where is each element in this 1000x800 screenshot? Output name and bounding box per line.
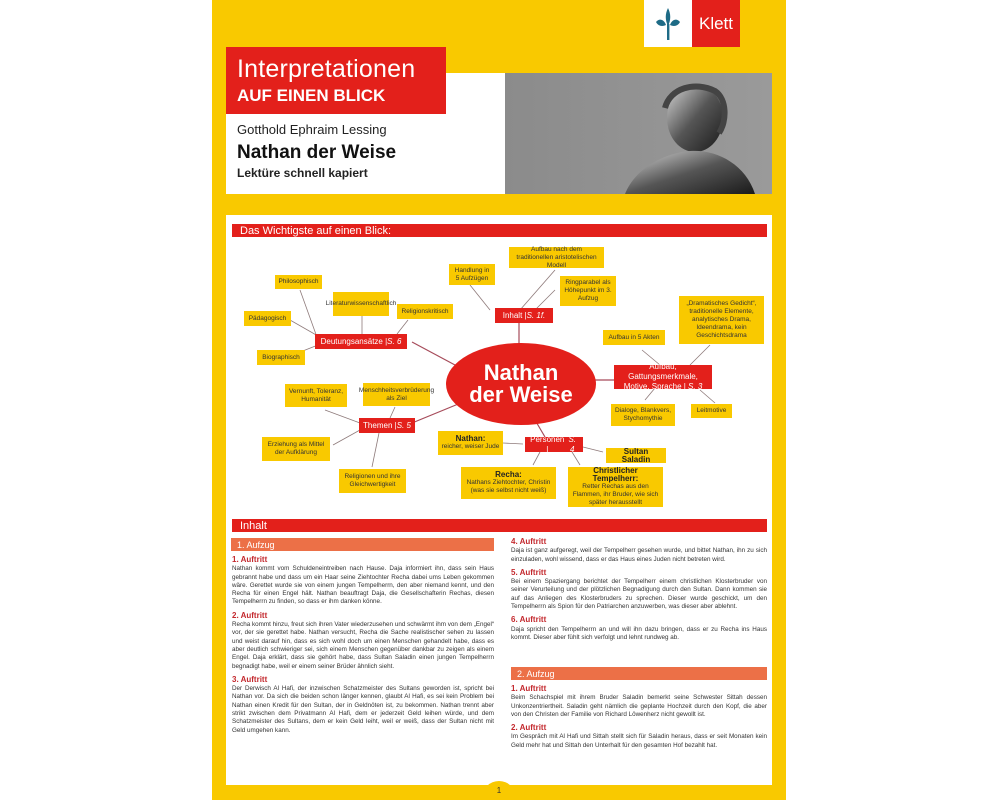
inhalt-right-column-2 [511,680,767,750]
inhalt-right-column [511,536,767,642]
auftritt-text: Recha kommt hinzu, freut sich ihren Vater wiederzusehen und schwärmt ihm von dem „Engel“ vor, der sie gerettet habe. Nathan versucht, Recha die Sache realistischer sehen zu lassen und weist darauf hin, dass es sich wohl doch um einen Menschen gehandelt habe, dass es aber deutlich schwieriger sei, sich einem Menschen gegenüber dankbar zu zeigen als einem Engel. Daja erklärt, dass sie gehört habe, dass Sultan Saladin einen jungen Tempelherrn begnadigt habe, weil er einem seiner Brüder ähnlich sieht. [232,621,494,670]
node-akten: Aufbau in 5 Akten [603,330,665,345]
series-title: Interpretationen [237,55,416,83]
auftritt-text: Bei einem Spaziergang berichtet der Tempelherr einem christlichen Klosterbruder von seiner Verurteilung und der plötzlichen Begnadigung durch den Sultan. Dann kommen sie auf das Anliegen des Klosterbruders zu sprechen. Dieser wurde geschickt, um den Tempelherrn als Spion für den Patriarchen anzuwerben, was dieser aber ablehnt. [511,578,767,611]
node-biographisch: Biographisch [257,350,305,365]
page-number: 1 [482,781,516,800]
node-dramatisches-gedicht: „Dramatisches Gedicht“, traditionelle Elemente, analytisches Drama, Ideendrama, kein Geschichtsdrama [679,296,764,344]
node-saladin: Sultan Saladin [606,448,666,463]
node-recha: Recha: Nathans Ziehtochter, Christin (was sie selbst nicht weiß) [461,467,556,499]
auftritt-text: Im Gespräch mit Al Hafi und Sittah stellt sich für Saladin heraus, dass er seit Monaten kein Geld mehr hat und Sittah den Unterhalt für den gesamten Hof bezahlt hat. [511,733,767,749]
hub-themen: Themen | S. 5 [359,418,415,433]
auftritt-title: 2. Auftritt [232,610,268,620]
auftritt-title: 5. Auftritt [511,567,547,577]
auftritt-text: Daja spricht den Tempelherrn an und will ihn dazu bringen, dass er zu Recha ins Haus kommt. Dieser aber fühlt sich verfolgt und lehnt rundweg ab. [511,625,767,641]
node-paedagogisch: Pädagogisch [244,311,291,326]
auftritt-text: Der Derwisch Al Hafi, der inzwischen Schatzmeister des Sultans geworden ist, spricht bei Nathan vor. Da sich die beiden schon länger kennen, glaubt Al Hafi, es sei kein Problem bei Nathan einen Kredit für den Sultan, der in Geldnöten ist, zu bekommen. Nathan trennt aber strikt zwischen dem Privatmann Al Hafi, dem er jederzeit Geld leihen würde, und dem Schatzmeister des Sultans, dem er kein Geld leiht, weil er weiß, dass der Sultan nicht mit Geld umgehen kann. [232,685,494,734]
auftritt-title: 1. Auftritt [232,555,268,564]
auftritt-title: 2. Auftritt [511,723,547,733]
node-nathan: Nathan: reicher, weiser Jude [438,431,503,455]
tagline: Lektüre schnell kapiert [237,166,368,180]
auftritt-title: 3. Auftritt [232,674,268,684]
auftritt-title: 6. Auftritt [511,615,547,625]
node-aufbau-modell: Aufbau nach dem traditionellen aristotelischen Modell [509,247,604,268]
node-religionen: Religionen und ihre Gleichwertigkeit [339,469,406,493]
node-handlung: Handlung in 5 Aufzügen [449,264,495,285]
node-literaturwissenschaftlich: Literaturwissenschaftlich [333,292,389,316]
node-religionskritisch: Religionskritisch [397,304,453,319]
overview-heading: Das Wichtigste auf einen Blick: [232,224,767,237]
hub-personen: Personen | S. 4 [525,437,583,452]
hub-aufbau: Aufbau, Gattungsmerkmale, Motive, Sprache | S. 3 [614,365,712,389]
work-title: Nathan der Weise [237,142,397,163]
mindmap-center [446,343,596,425]
aufzug-1-heading: 1. Aufzug [231,538,494,551]
hub-deutungsansaetze: Deutungsansätze | S. 6 [315,334,407,349]
center-line-2: der Weise [469,382,573,407]
node-ringparabel: Ringparabel als Höhepunkt im 3. Aufzug [560,276,616,306]
node-leitmotive: Leitmotive [691,404,732,418]
center-line-1: Nathan [483,360,559,385]
node-tempelherr: Christlicher Tempelherr: Retter Rechas aus den Flammen, ihr Bruder, wie sich später herausstellt [568,467,663,507]
auftritt-title: 4. Auftritt [511,537,547,546]
node-erziehung: Erziehung als Mittel der Aufklärung [262,437,330,461]
aufzug-2-heading: 2. Aufzug [511,667,767,680]
inhalt-left-column [232,551,494,735]
auftritt-text: Nathan kommt vom Schuldeneintreiben nach Hause. Daja informiert ihn, dass sein Haus gebrannt habe und dass um ein Haar seine Ziehtochter Recha dabei ums Leben gekommen wäre. Gerettet wurde sie von einem jungen Tempelherrn, den aber niemand kennt, und den Recha für einen Engel hält. Nathan beauftragt Daja, die Gesellschafterin Rechas, diesen Tempelherrn zu finden, so dass er ihm danken könne. [232,565,494,606]
node-philosophisch: Philosophisch [275,275,322,289]
node-dialoge: Dialoge, Blankvers, Stychomythie [611,404,675,426]
logo-text: Klett [692,0,740,47]
auftritt-text: Daja ist ganz aufgeregt, weil der Tempelherr gesehen wurde, und bittet Nathan, ihn zu sich einzuladen, wohl wissend, dass er das Haus eines Juden nicht betreten wird. [511,547,767,563]
auftritt-title: 1. Auftritt [511,684,547,693]
node-vernunft: Vernunft, Toleranz, Humanität [285,384,347,407]
node-menschheit: Menschheitsverbrüderung als Ziel [363,383,430,406]
series-subtitle: AUF EINEN BLICK [237,86,386,105]
inhalt-heading: Inhalt [232,519,767,532]
hub-inhalt: Inhalt | S. 1f. [495,308,553,323]
author: Gotthold Ephraim Lessing [237,122,387,137]
auftritt-text: Beim Schachspiel mit ihrem Bruder Saladin bemerkt seine Schwester Sittah dessen Unkonzentriertheit. Saladin geht nämlich die geplante Hochzeit durch den Kopf, die aber von den Christen der Familie von Richard Löwenherz nicht gewollt ist. [511,694,767,718]
